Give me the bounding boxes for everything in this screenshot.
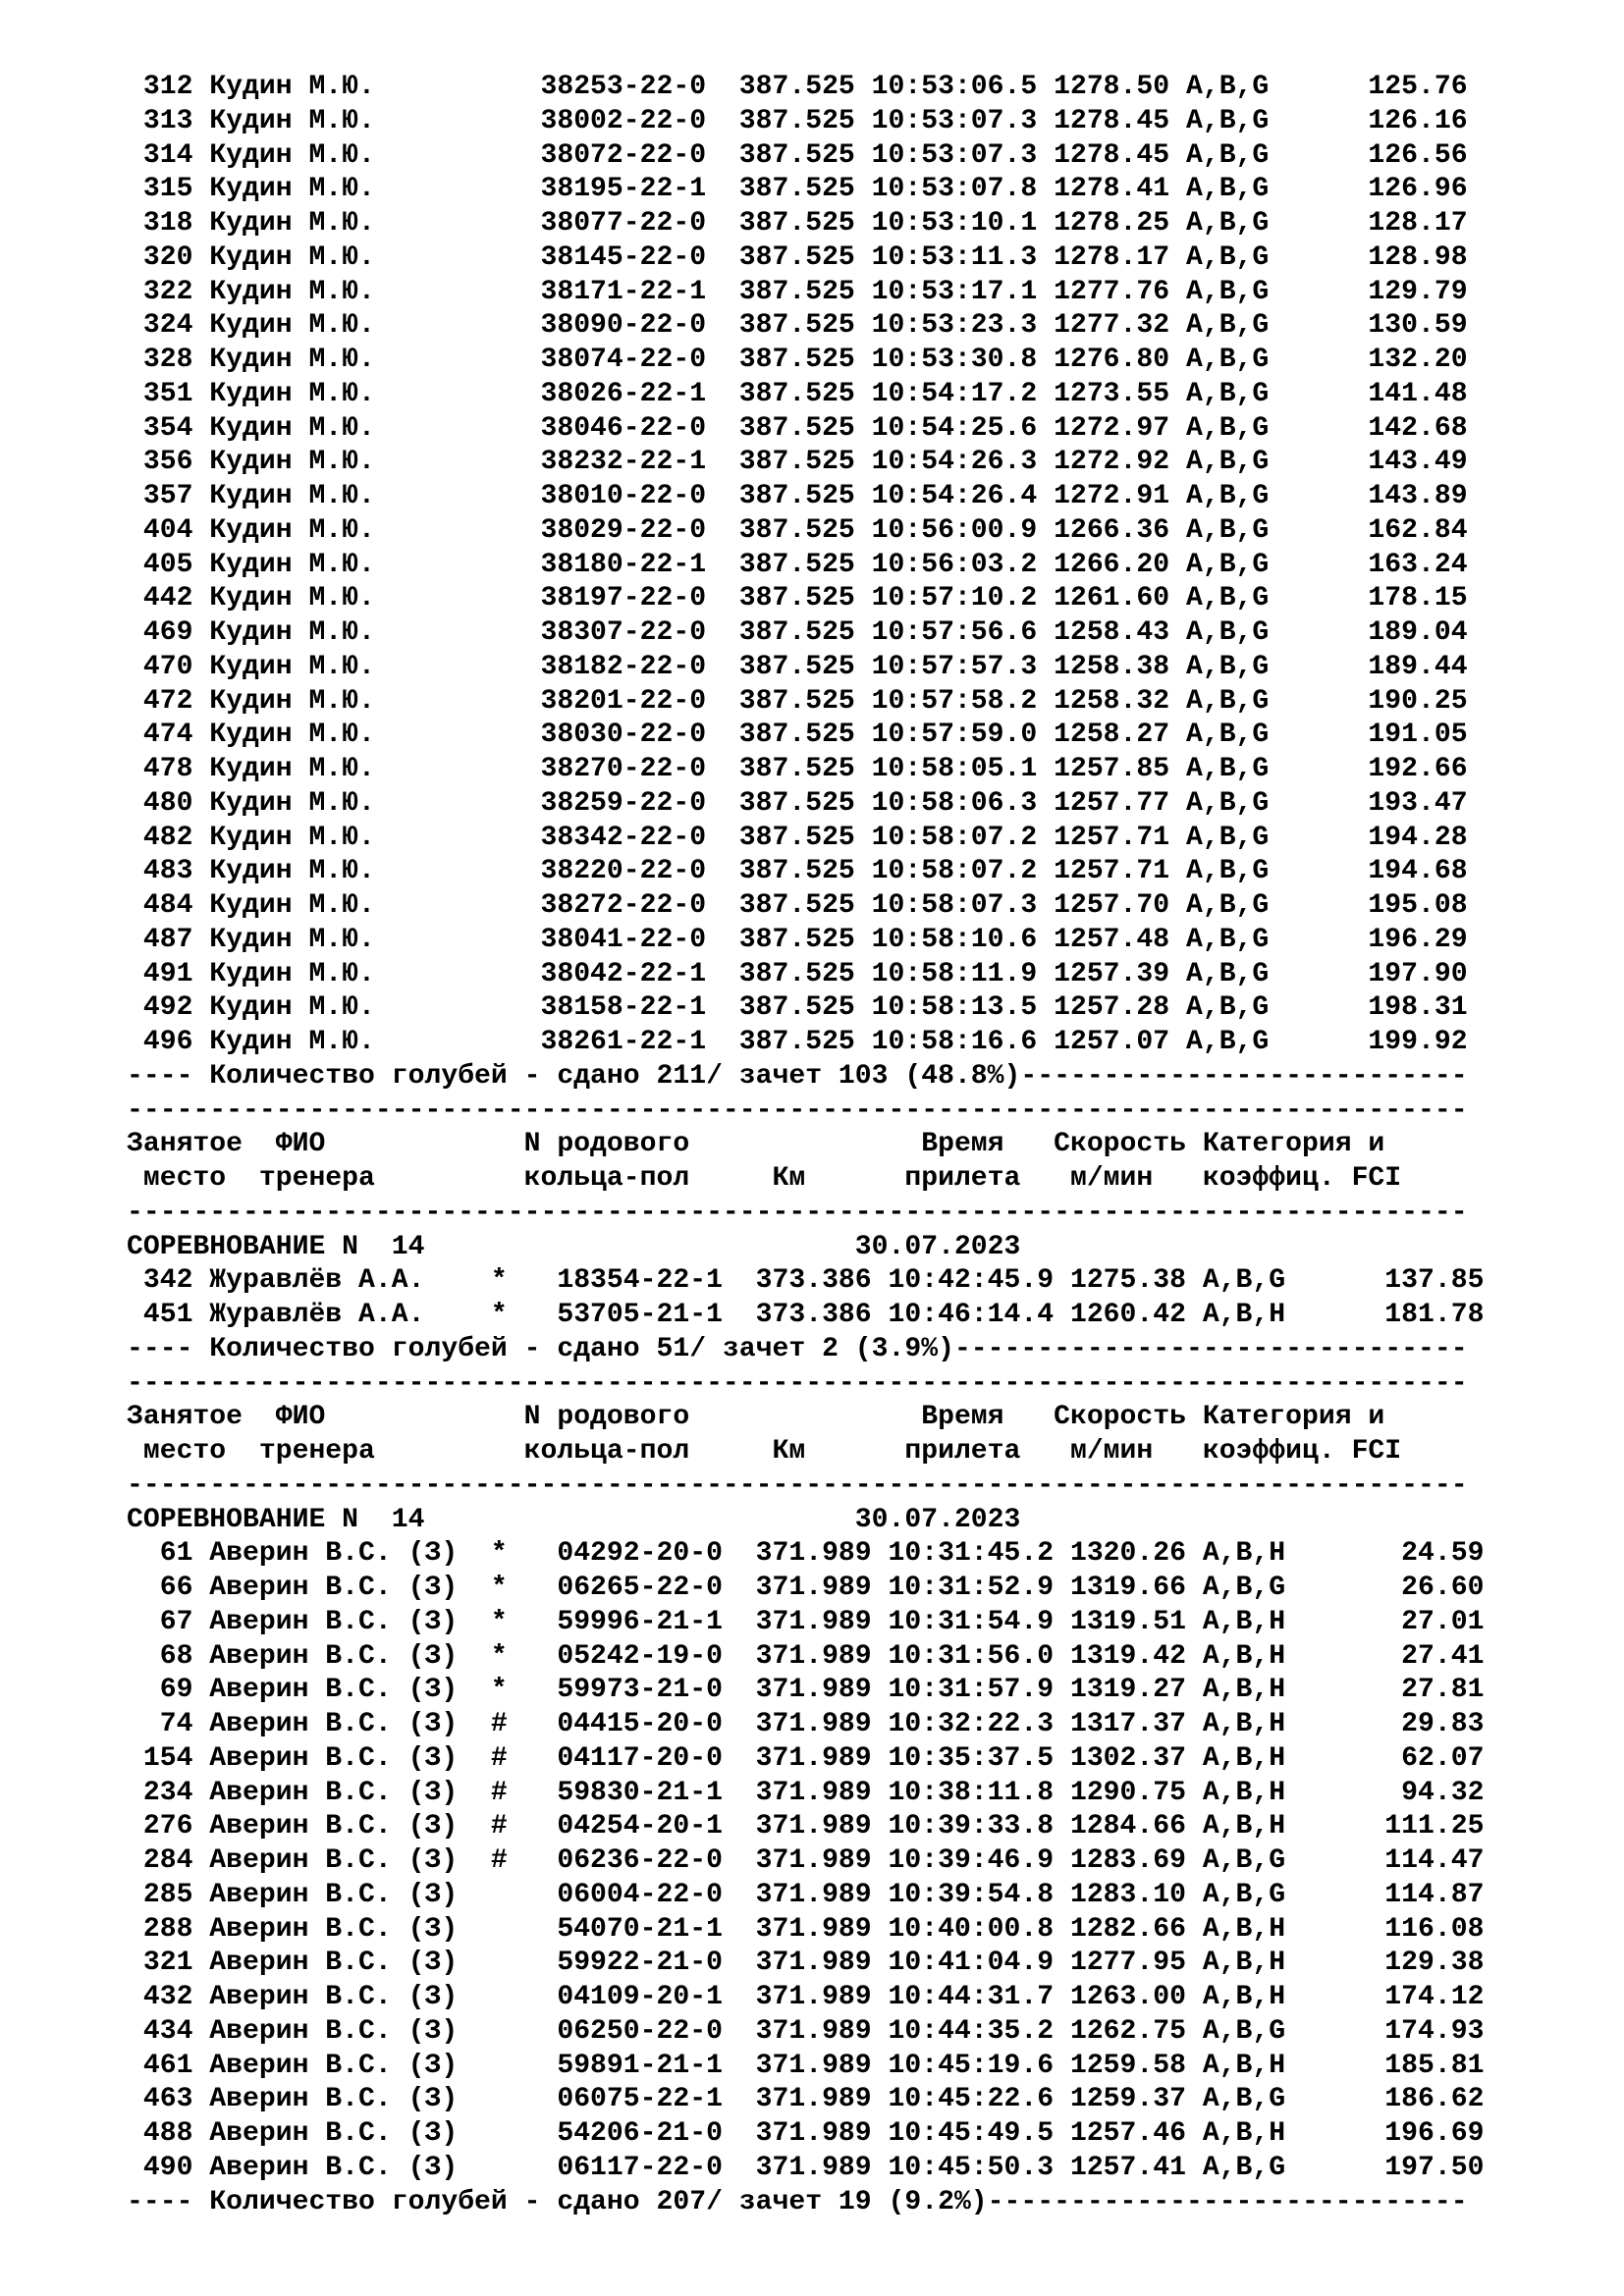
result-row: 432 Аверин В.С. (З) 04109-20-1 371.989 10:44:31.7 1263.00 A,B,H 174.12 [127, 1982, 1485, 2012]
result-row: 480 Кудин М.Ю. 38259-22-0 387.525 10:58:06.3 1257.77 A,B,G 193.47 [127, 787, 1468, 819]
result-row: 351 Кудин М.Ю. 38026-22-1 387.525 10:54:17.2 1273.55 A,B,G 141.48 [127, 378, 1468, 409]
separator-line: --------------------------------------------------------------------------------- [127, 1367, 1468, 1399]
result-row: 313 Кудин М.Ю. 38002-22-0 387.525 10:53:07.3 1278.45 A,B,G 126.16 [127, 105, 1468, 136]
result-row: 312 Кудин М.Ю. 38253-22-0 387.525 10:53:06.5 1278.50 A,B,G 125.76 [127, 72, 1468, 102]
competition-heading: СОРЕВНОВАНИЕ N 14 30.07.2023 [127, 1504, 1021, 1535]
result-row: 276 Аверин В.С. (З) # 04254-20-1 371.989 10:39:33.8 1284.66 A,B,H 111.25 [127, 1811, 1485, 1842]
result-row: 482 Кудин М.Ю. 38342-22-0 387.525 10:58:07.2 1257.71 A,B,G 194.28 [127, 822, 1468, 853]
result-row: 491 Кудин М.Ю. 38042-22-1 387.525 10:58:11.9 1257.39 A,B,G 197.90 [127, 958, 1468, 989]
result-row: 285 Аверин В.С. (З) 06004-22-0 371.989 10:39:54.8 1283.10 A,B,G 114.87 [127, 1879, 1485, 1910]
separator-line: --------------------------------------------------------------------------------- [127, 1095, 1468, 1126]
competition-heading: СОРЕВНОВАНИЕ N 14 30.07.2023 [127, 1231, 1021, 1262]
result-row: 61 Аверин В.С. (З) * 04292-20-0 371.989 10:31:45.2 1320.26 A,B,H 24.59 [127, 1538, 1485, 1570]
result-row: 487 Кудин М.Ю. 38041-22-0 387.525 10:58:10.6 1257.48 A,B,G 196.29 [127, 924, 1468, 955]
result-row: 66 Аверин В.С. (З) * 06265-22-0 371.989 10:31:52.9 1319.66 A,B,G 26.60 [127, 1573, 1485, 1603]
result-row: 405 Кудин М.Ю. 38180-22-1 387.525 10:56:03.2 1266.20 A,B,G 163.24 [127, 549, 1468, 580]
result-row: 234 Аверин В.С. (З) # 59830-21-1 371.989 10:38:11.8 1290.75 A,B,H 94.32 [127, 1777, 1485, 1808]
column-header: место тренера кольца-пол Км прилета м/мин коэффиц. FCI [127, 1163, 1402, 1194]
result-row: 321 Аверин В.С. (З) 59922-21-0 371.989 10:41:04.9 1277.95 A,B,H 129.38 [127, 1948, 1485, 1979]
result-row: 442 Кудин М.Ю. 38197-22-0 387.525 10:57:10.2 1261.60 A,B,G 178.15 [127, 583, 1468, 614]
result-row: 357 Кудин М.Ю. 38010-22-0 387.525 10:54:26.4 1272.91 A,B,G 143.89 [127, 481, 1468, 511]
result-row: 490 Аверин В.С. (З) 06117-22-0 371.989 10:45:50.3 1257.41 A,B,G 197.50 [127, 2152, 1485, 2183]
result-row: 356 Кудин М.Ю. 38232-22-1 387.525 10:54:26.3 1272.92 A,B,G 143.49 [127, 447, 1468, 478]
results-document [127, 71, 1599, 2219]
result-row: 354 Кудин М.Ю. 38046-22-0 387.525 10:54:25.6 1272.97 A,B,G 142.68 [127, 412, 1468, 444]
result-row: 451 Журавлёв А.А. * 53705-21-1 373.386 10:46:14.4 1260.42 A,B,H 181.78 [127, 1300, 1485, 1330]
result-row: 483 Кудин М.Ю. 38220-22-0 387.525 10:58:07.2 1257.71 A,B,G 194.68 [127, 856, 1468, 887]
result-row: 154 Аверин В.С. (З) # 04117-20-0 371.989 10:35:37.5 1302.37 A,B,H 62.07 [127, 1742, 1485, 1774]
column-header: Занятое ФИО N родового Время Скорость Категория и [127, 1129, 1385, 1160]
result-row: 472 Кудин М.Ю. 38201-22-0 387.525 10:57:58.2 1258.32 A,B,G 190.25 [127, 685, 1468, 717]
result-row: 496 Кудин М.Ю. 38261-22-1 387.525 10:58:16.6 1257.07 A,B,G 199.92 [127, 1027, 1468, 1057]
result-row: 434 Аверин В.С. (З) 06250-22-0 371.989 10:44:35.2 1262.75 A,B,G 174.93 [127, 2015, 1485, 2047]
separator-line: --------------------------------------------------------------------------------- [127, 1469, 1468, 1501]
result-row: 74 Аверин В.С. (З) # 04415-20-0 371.989 10:32:22.3 1317.37 A,B,H 29.83 [127, 1709, 1485, 1739]
summary-line: ---- Количество голубей - сдано 211/ зачет 103 (48.8%)--------------------------- [127, 1060, 1468, 1092]
summary-line: ---- Количество голубей - сдано 51/ зачет 2 (3.9%)------------------------------- [127, 1333, 1468, 1364]
result-row: 328 Кудин М.Ю. 38074-22-0 387.525 10:53:30.8 1276.80 A,B,G 132.20 [127, 345, 1468, 375]
result-row: 492 Кудин М.Ю. 38158-22-1 387.525 10:58:13.5 1257.28 A,B,G 198.31 [127, 992, 1468, 1024]
separator-line: --------------------------------------------------------------------------------- [127, 1197, 1468, 1228]
result-row: 470 Кудин М.Ю. 38182-22-0 387.525 10:57:57.3 1258.38 A,B,G 189.44 [127, 651, 1468, 682]
result-row: 67 Аверин В.С. (З) * 59996-21-1 371.989 10:31:54.9 1319.51 A,B,H 27.01 [127, 1606, 1485, 1637]
result-row: 484 Кудин М.Ю. 38272-22-0 387.525 10:58:07.3 1257.70 A,B,G 195.08 [127, 890, 1468, 921]
result-row: 463 Аверин В.С. (З) 06075-22-1 371.989 10:45:22.6 1259.37 A,B,G 186.62 [127, 2084, 1485, 2115]
result-row: 320 Кудин М.Ю. 38145-22-0 387.525 10:53:11.3 1278.17 A,B,G 128.98 [127, 241, 1468, 273]
result-row: 342 Журавлёв А.А. * 18354-22-1 373.386 10:42:45.9 1275.38 A,B,G 137.85 [127, 1265, 1485, 1297]
result-row: 314 Кудин М.Ю. 38072-22-0 387.525 10:53:07.3 1278.45 A,B,G 126.56 [127, 139, 1468, 171]
column-header: место тренера кольца-пол Км прилета м/мин коэффиц. FCI [127, 1436, 1402, 1467]
result-row: 469 Кудин М.Ю. 38307-22-0 387.525 10:57:56.6 1258.43 A,B,G 189.04 [127, 617, 1468, 648]
result-row: 69 Аверин В.С. (З) * 59973-21-0 371.989 10:31:57.9 1319.27 A,B,H 27.81 [127, 1675, 1485, 1706]
result-row: 478 Кудин М.Ю. 38270-22-0 387.525 10:58:05.1 1257.85 A,B,G 192.66 [127, 754, 1468, 784]
result-row: 461 Аверин В.С. (З) 59891-21-1 371.989 10:45:19.6 1259.58 A,B,H 185.81 [127, 2050, 1485, 2081]
result-row: 488 Аверин В.С. (З) 54206-21-0 371.989 10:45:49.5 1257.46 A,B,H 196.69 [127, 2118, 1485, 2149]
result-row: 322 Кудин М.Ю. 38171-22-1 387.525 10:53:17.1 1277.76 A,B,G 129.79 [127, 276, 1468, 307]
result-row: 315 Кудин М.Ю. 38195-22-1 387.525 10:53:07.8 1278.41 A,B,G 126.96 [127, 174, 1468, 205]
result-row: 318 Кудин М.Ю. 38077-22-0 387.525 10:53:10.1 1278.25 A,B,G 128.17 [127, 208, 1468, 239]
result-row: 324 Кудин М.Ю. 38090-22-0 387.525 10:53:23.3 1277.32 A,B,G 130.59 [127, 310, 1468, 342]
result-row: 68 Аверин В.С. (З) * 05242-19-0 371.989 10:31:56.0 1319.42 A,B,H 27.41 [127, 1640, 1485, 1672]
result-row: 404 Кудин М.Ю. 38029-22-0 387.525 10:56:00.9 1266.36 A,B,G 162.84 [127, 514, 1468, 546]
result-row: 288 Аверин В.С. (З) 54070-21-1 371.989 10:40:00.8 1282.66 A,B,H 116.08 [127, 1913, 1485, 1945]
result-row: 474 Кудин М.Ю. 38030-22-0 387.525 10:57:59.0 1258.27 A,B,G 191.05 [127, 720, 1468, 751]
column-header: Занятое ФИО N родового Время Скорость Категория и [127, 1402, 1385, 1433]
result-row: 284 Аверин В.С. (З) # 06236-22-0 371.989 10:39:46.9 1283.69 A,B,G 114.47 [127, 1845, 1485, 1876]
summary-line: ---- Количество голубей - сдано 207/ зачет 19 (9.2%)----------------------------- [127, 2186, 1468, 2217]
